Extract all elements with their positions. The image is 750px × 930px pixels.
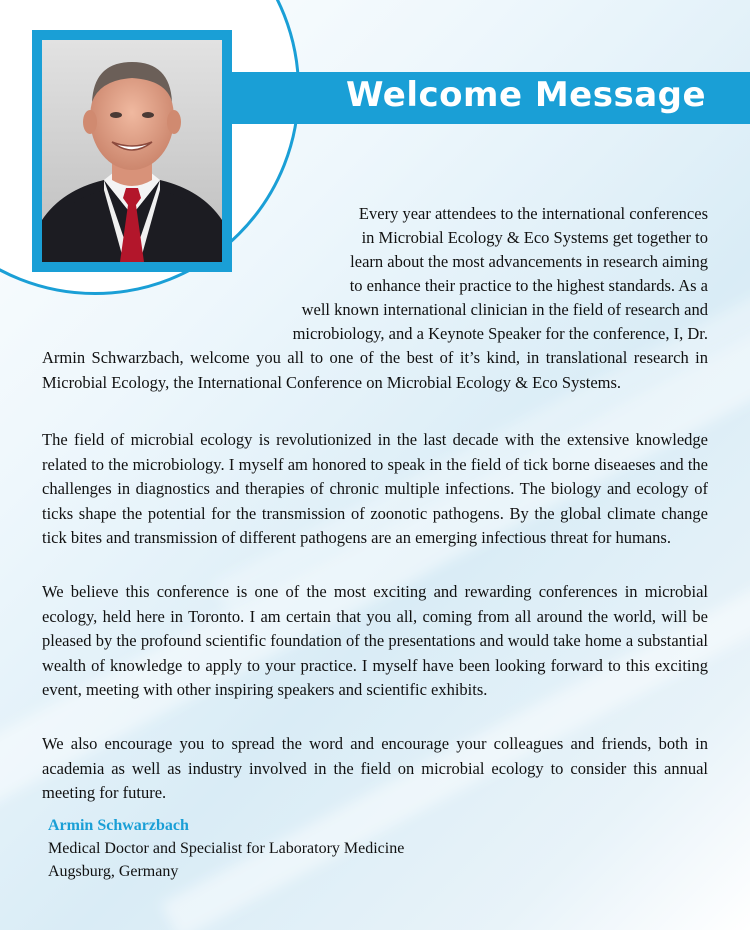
- page-title: Welcome Message: [346, 75, 707, 115]
- signature-location: Augsburg, Germany: [48, 863, 179, 880]
- intro-line: to enhance their practice to the highest standards. As a: [349, 276, 708, 295]
- paragraph-intro-continued: Armin Schwarzbach, welcome you all to one of the best of it’s kind, in translational research in Microbial Ecology, the International Conference on Microbial Ecology & Eco Systems.: [42, 348, 708, 392]
- speaker-photo-frame: [32, 30, 232, 272]
- intro-line: learn about the most advancements in research aiming: [350, 252, 708, 271]
- intro-line: well known international clinician in the field of research and: [301, 300, 708, 319]
- intro-line: Every year attendees to the international conferences: [358, 204, 708, 223]
- paragraph-encourage: We also encourage you to spread the word and encourage your colleagues and friends, both in academia as well as industry involved in the field on microbial ecology to consider this annual meeting for future.: [42, 734, 708, 802]
- signature-name: Armin Schwarzbach: [48, 817, 189, 834]
- intro-line: in Microbial Ecology & Eco Systems get together to: [361, 228, 708, 247]
- speaker-photo: [42, 40, 222, 262]
- paragraph-conference: We believe this conference is one of the most exciting and rewarding conferences in microbial ecology, held here in Toronto. I am certain that you all, coming from all around the world, will be pleased by the profound scientific foundation of the presentations and would take home a substantial wealth of knowledge to apply to your practice. I myself have been looking forward to this exciting event, meeting with other inspiring speakers and scientific exhibits.: [42, 582, 708, 699]
- title-banner: [222, 72, 750, 124]
- paragraph-tick-diseases: The field of microbial ecology is revolutionized in the last decade with the extensive knowledge related to the microbiology. I myself am honored to speak in the field of tick borne diseaeses and the challenges in diagnostics and therapies of chronic multiple infections. The biology and ecology of ticks shape the potential for the transmission of zoonotic pathogens. By the global climate change tick bites and transmission of different pathogens are an emerging infectious threat for humans.: [42, 430, 708, 547]
- signature-title: Medical Doctor and Specialist for Laboratory Medicine: [48, 840, 405, 857]
- intro-line: microbiology, and a Keynote Speaker for the conference, I, Dr.: [292, 324, 708, 343]
